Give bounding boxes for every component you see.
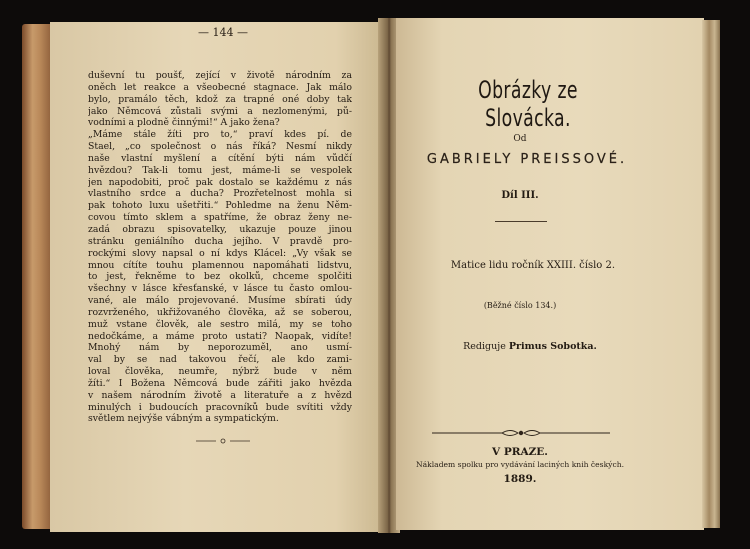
left-page-text xyxy=(88,70,352,425)
title-page-ornament-icon xyxy=(432,428,610,438)
text-line: vodními a plodně činnými!“ A jako žena? xyxy=(88,117,280,129)
text-line: světlem nejvýše vábným a sympatickým. xyxy=(88,413,279,425)
by-label: Od xyxy=(513,134,527,144)
text-line: loval člověka, neumře, nýbrž bude v něm xyxy=(88,366,352,378)
text-line: v našem národním životě a literatuře a z hvězd xyxy=(88,389,352,401)
city: V PRAZE. xyxy=(492,446,548,458)
editor-line xyxy=(420,341,640,352)
year: 1889. xyxy=(503,473,537,485)
text-line: muž vstane člověk, ale sestro milá, my se toho xyxy=(88,318,352,330)
author-name: GABRIELY PREISSOVÉ. xyxy=(426,152,628,167)
text-line: „Máme stále žíti pro to,“ praví kdes pí. de xyxy=(88,129,352,141)
text-line: covou tímto sklem a spatříme, že obraz ženy ne- xyxy=(88,212,352,224)
text-line: nedočkáme, a máme proto ustati? Naopak, vidíte! xyxy=(88,330,352,342)
text-line: rockými slovy napsal o ní kdys Klácel: „Vy však se xyxy=(88,247,352,259)
text-line: rozvrženého, ukřižovaného člověka, až se soberou, xyxy=(88,306,352,318)
text-line: všechny v lásce křesťanské, v lásce tu často omlou- xyxy=(88,283,352,295)
left-ornament-icon xyxy=(196,437,250,445)
text-line: jako Němcová zůstali svými a nezlomenými, pů- xyxy=(88,105,352,117)
text-line: mnou cítíte touhu plamennou napomáhati lidstvu, xyxy=(88,259,352,271)
book-edge-right xyxy=(702,20,720,528)
publisher: Nákladem spolku pro vydávání laciných knih českých. xyxy=(415,460,625,469)
running-number: (Běžné číslo 134.) xyxy=(483,301,557,310)
editor-name: Primus Sobotka. xyxy=(508,341,597,352)
divider xyxy=(495,221,547,222)
text-line: naše vlastní myšlení a cítění býti nám vůdčí xyxy=(88,152,352,164)
text-line: val by se nad takovou řečí, ale kdo zami- xyxy=(88,354,352,366)
text-line: Stael, „co společnost o nás říká? Nesmí nikdy xyxy=(88,141,352,153)
page-number: — 144 — xyxy=(198,26,248,39)
text-line: pak tohoto luxu ušetřiti.“ Pohledme na ženu Něm- xyxy=(88,200,352,212)
text-line: jen napodobiti, proč pak dostalo se každému z nás xyxy=(88,176,352,188)
text-line: minulých i budoucích pracovníků bude svítiti vždy xyxy=(88,401,352,413)
text-line: bylo, pramálo těch, kdož za trapné oné doby tak xyxy=(88,93,352,105)
text-line: Mnohý nám by neporozuměl, ano usmí- xyxy=(88,342,352,354)
text-line: zadá obrazu spisovatelky, ukazuje pouze jinou xyxy=(88,223,352,235)
text-line: hvězdou? Tak-li tomu jest, máme-li se vespolek xyxy=(88,164,352,176)
text-line: vlastního srdce a ducha? Prozřetelnost mohla si xyxy=(88,188,352,200)
part-label: Díl III. xyxy=(501,190,539,201)
text-line: to jest, řekněme to bez okolků, chceme spolčiti xyxy=(88,271,352,283)
editor-label: Rediguje xyxy=(463,341,506,352)
text-line: vané, ale málo projevované. Musíme sbírati údy xyxy=(88,295,352,307)
text-line: oněch let reakce a všeobecné stagnace. Jak málo xyxy=(88,81,352,93)
series-info: Matice lidu ročník XXIII. číslo 2. xyxy=(450,260,616,271)
text-line: žíti.“ I Božena Němcová bude zářiti jako hvězda xyxy=(88,377,352,389)
text-line: duševní tu poušť, zející v životě národním za xyxy=(88,70,352,81)
text-line: stránku geniálního ducha jejího. V pravdě pro- xyxy=(88,235,352,247)
book-edge-left xyxy=(22,24,52,529)
book-title: Obrázky ze Slovácka. xyxy=(478,76,578,132)
